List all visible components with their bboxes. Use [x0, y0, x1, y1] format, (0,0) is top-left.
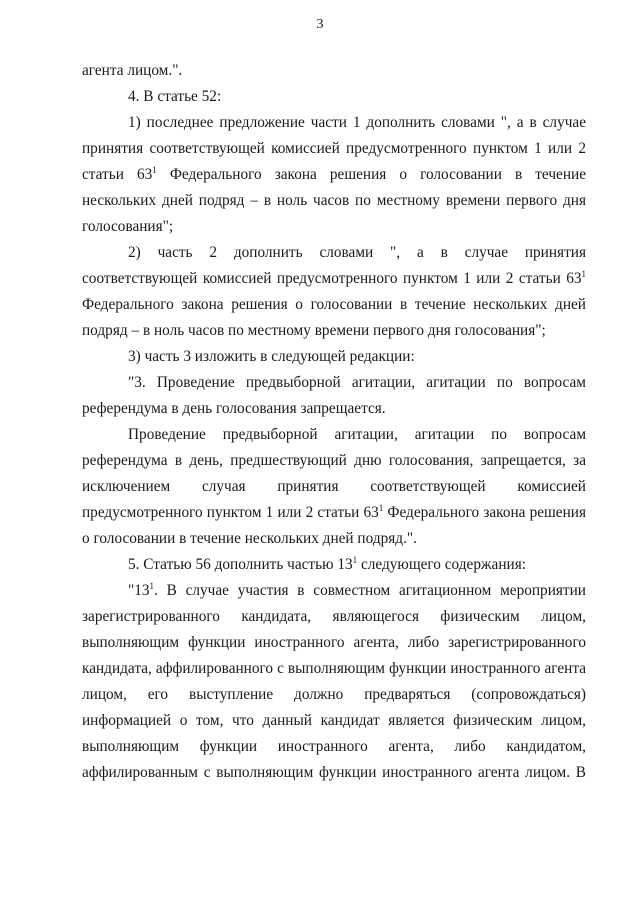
- paragraph-subitem-2: 2) часть 2 дополнить словами ", а в случае принятия соответствующей комиссией предусмотренного пунктом 1 или 2 статьи $63^1$ Федерального закона решения о голосовании в течение нескольких дней подряд – в ноль часов по местному времени первого дня голосования";: [82, 244, 586, 339]
- paragraph-item-4: 4. В статье 52:: [128, 88, 222, 105]
- superscript-one: 1: [352, 555, 358, 565]
- superscript-one: 1: [581, 269, 586, 279]
- paragraph-subitem-1: 1) последнее предложение части 1 дополнить словами ", а в случае принятия соответствующей комиссией предусмотренного пунктом 1 или 2 статьи $63^1$ Федерального закона решения о голосовании в течение нескольких дней подряд – в ноль часов по местному времени первого дня голосования";: [82, 114, 586, 235]
- document-body: [82, 58, 586, 786]
- paragraph-quote-continuation: Проведение предвыборной агитации, агитации по вопросам референдума в день, предшествующий дню голосования, запрещается, за исключением случая принятия соответствующей комиссией предусмотренного пунктом 1 или 2 статьи $63^1$ Федерального закона решения о голосовании в течение нескольких дней подряд.".: [82, 426, 586, 547]
- superscript-one: 1: [378, 503, 384, 513]
- paragraph-continuation: агента лицом.".: [82, 62, 183, 79]
- superscript-one: 1: [152, 165, 157, 175]
- superscript-one: 1: [149, 581, 155, 591]
- paragraph-quote-part-3: "3. Проведение предвыборной агитации, агитации по вопросам референдума в день голосования запрещается.: [82, 374, 586, 417]
- paragraph-item-5: 5. Статью 56 дополнить частью $13^1$ следующего содержания:: [128, 555, 527, 573]
- page-number: 3: [316, 17, 324, 32]
- paragraph-subitem-3: 3) часть 3 изложить в следующей редакции:: [128, 348, 415, 365]
- paragraph-quote-part-13-1: "$13^1$. В случае участия в совместном агитационном мероприятии зарегистрированного кандидата, являющегося физическим лицом, выполняющим функции иностранного агента, либо зарегистрированного кандидата, аффилированного с выполняющим функции иностранного агента лицом, его выступление должно предваряться (сопровождаться) информацией о том, что данный кандидат является физическим лицом, выполняющим функции иностранного агента, либо кандидатом, аффилированным с выполняющим функции иностранного агента лицом. В: [82, 581, 586, 781]
